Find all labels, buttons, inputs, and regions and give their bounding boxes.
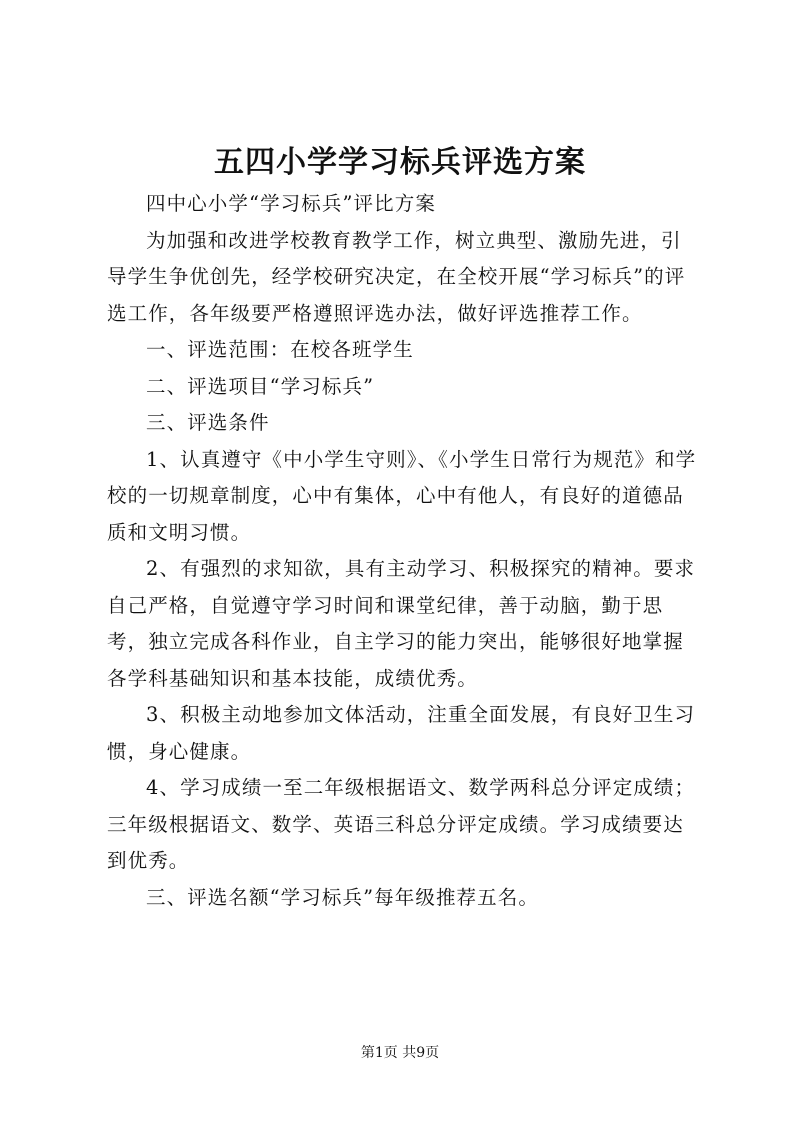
page-footer: 第1页 共9页 xyxy=(360,1045,440,1061)
intro-paragraph: 为加强和改进学校教育教学工作，树立典型、激励先进，引导学生争优创先，经学校研究决定，在全校开展“学习标兵”的评选工作，各年级要严格遵照评选办法，做好评选推荐工作。 xyxy=(107,228,686,325)
document-body xyxy=(107,186,700,916)
section-scope: 一、评选范围：在校各班学生 xyxy=(146,338,414,361)
section-quota: 三、评选名额“学习标兵”每年级推荐五名。 xyxy=(146,885,539,909)
condition-1: 1、认真遵守《中小学生守则》、《小学生日常行为规范》和学校的一切规章制度，心中有集体，心中有他人，有良好的道德品质和文明习惯。 xyxy=(107,447,697,544)
section-project: 二、评选项目“学习标兵” xyxy=(146,374,375,398)
condition-2: 2、有强烈的求知欲，具有主动学习、积极探究的精神。要求自己严格，自觉遵守学习时间和课堂纪律，善于动脑，勤于思考，独立完成各科作业，自主学习的能力突出，能够很好地掌握各学科基础知识和基本技能，成绩优秀。 xyxy=(107,557,696,690)
document-title: 五四小学学习标兵评选方案 xyxy=(214,145,586,180)
section-conditions: 三、评选条件 xyxy=(146,411,270,434)
subtitle-paragraph: 四中心小学“学习标兵”评比方案 xyxy=(146,192,436,215)
condition-4: 4、学习成绩一至二年级根据语文、数学两科总分评定成绩；三年级根据语文、数学、英语三科总分评定成绩。学习成绩要达到优秀。 xyxy=(107,776,696,872)
condition-3: 3、积极主动地参加文体活动，注重全面发展，有良好卫生习惯，身心健康。 xyxy=(107,703,696,763)
